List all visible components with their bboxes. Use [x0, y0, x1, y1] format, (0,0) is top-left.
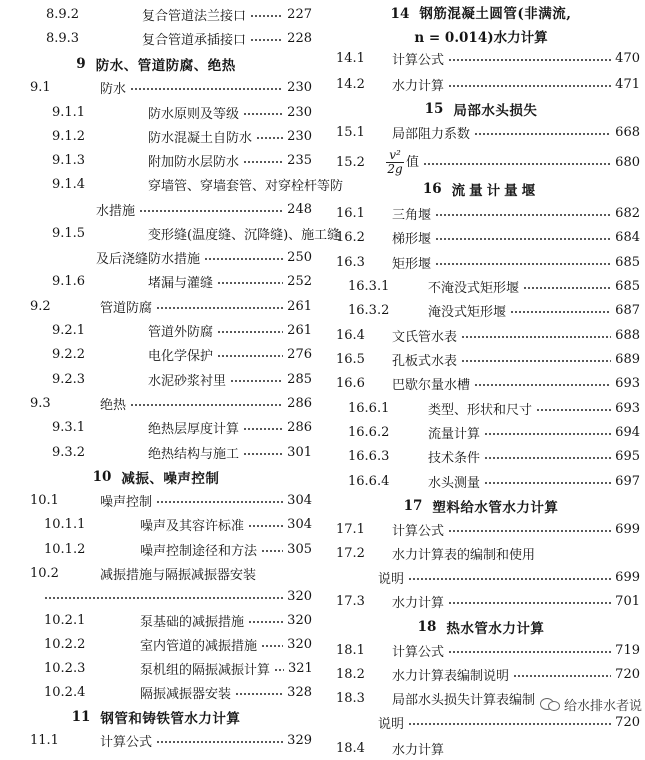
toc-page-number: 701	[615, 593, 640, 609]
toc-page-number: 719	[615, 642, 640, 658]
toc-entry[interactable]	[322, 541, 640, 565]
toc-page-number: 261	[287, 322, 312, 338]
chapter-number: 16	[422, 181, 442, 197]
toc-entry-number: 10.2.2	[44, 636, 86, 652]
leader-dots	[484, 433, 611, 435]
toc-entry-title: 防水	[100, 81, 127, 97]
toc-entry-number: 15.2	[336, 154, 365, 170]
toc-entry-title: 水力计算表的编制和使用	[392, 547, 536, 563]
chapter-heading[interactable]	[0, 464, 312, 490]
toc-page-number: 304	[287, 516, 312, 532]
chapter-number: 9	[76, 56, 86, 72]
leader-dots	[536, 409, 611, 411]
toc-entry-title: 室内管道的减振措施	[140, 638, 258, 654]
toc-entry-title: 技术条件	[428, 450, 481, 466]
toc-page-number: 230	[287, 79, 312, 95]
leader-dots	[408, 723, 611, 725]
toc-entry-number: 15.1	[336, 124, 365, 140]
toc-entry-title: 计算公式	[100, 734, 153, 750]
toc-page-number: 699	[615, 569, 640, 585]
toc-entry-number: 16.6.3	[348, 448, 390, 464]
toc-page-number: 320	[287, 588, 312, 604]
toc-entry[interactable]	[0, 26, 312, 50]
chapter-heading[interactable]	[322, 614, 640, 640]
toc-entry[interactable]	[0, 342, 312, 366]
toc-page-number: 235	[287, 152, 312, 168]
toc-entry[interactable]	[0, 656, 312, 680]
toc-entry[interactable]	[322, 371, 640, 395]
leader-dots	[44, 597, 283, 599]
leader-dots	[248, 621, 283, 623]
toc-page-number: 682	[615, 205, 640, 221]
leader-dots	[435, 238, 611, 240]
toc-entry-title: 水力计算	[392, 742, 445, 758]
leader-dots	[423, 163, 611, 165]
watermark-text: 给水排水者说	[564, 698, 643, 714]
toc-entry-title: 水力计算表编制说明	[392, 668, 510, 684]
chapter-title: 钢管和铸铁管水力计算	[100, 711, 241, 727]
toc-entry-number: 9.3.1	[52, 419, 86, 435]
chapter-title: 防水、管道防腐、绝热	[95, 58, 236, 74]
toc-entry[interactable]	[0, 124, 312, 148]
toc-entry[interactable]	[322, 201, 640, 225]
toc-entry-number: 9.1.3	[52, 152, 86, 168]
toc-page-number: 320	[287, 636, 312, 652]
leader-dots	[461, 336, 611, 338]
toc-entry-title: 及后浇缝防水措施	[96, 251, 201, 267]
toc-entry[interactable]	[0, 608, 312, 632]
toc-entry-title: 孔板式水表	[392, 353, 458, 369]
toc-entry[interactable]	[0, 294, 312, 318]
toc-entry-title: 复合管道承插接口	[142, 32, 247, 48]
leader-dots	[523, 287, 611, 289]
toc-entry-number: 11.1	[30, 732, 59, 748]
leader-dots	[250, 15, 283, 17]
toc-entry-title: 淹没式矩形堰	[428, 304, 507, 320]
toc-entry-title: 隔振减振器安装	[140, 686, 232, 702]
toc-entry[interactable]	[322, 517, 640, 541]
toc-page-number: 688	[615, 327, 640, 343]
toc-entry-title: 计算公式	[392, 523, 445, 539]
toc-entry[interactable]	[0, 512, 312, 536]
leader-dots	[513, 675, 611, 677]
toc-entry-number: 18.2	[336, 666, 365, 682]
toc-entry-number: 9.1.1	[52, 104, 86, 120]
leader-dots	[448, 59, 611, 61]
toc-entry[interactable]	[0, 172, 344, 196]
leader-dots	[510, 311, 611, 313]
toc-entry-title: 绝热	[100, 397, 127, 413]
toc-entry-number: 16.4	[336, 327, 365, 343]
toc-entry[interactable]	[322, 420, 640, 444]
toc-entry-number: 9.1.6	[52, 273, 86, 289]
toc-page-number: 250	[287, 249, 312, 265]
toc-entry-title: 流量计算	[428, 426, 481, 442]
leader-dots	[243, 428, 283, 430]
toc-entry-title: 水力计算	[392, 78, 445, 94]
toc-entry-number: 10.2.3	[44, 660, 86, 676]
toc-entry-title: 变形缝(温度缝、沉降缝)、施工缝	[148, 227, 341, 243]
toc-entry[interactable]	[322, 347, 640, 371]
toc-entry[interactable]	[0, 561, 312, 585]
toc-page-number: 471	[615, 76, 640, 92]
toc-page-number: 230	[287, 104, 312, 120]
toc-entry-title: 说明	[378, 571, 405, 587]
leader-dots	[274, 669, 284, 671]
leader-dots	[130, 404, 283, 406]
toc-entry-number: 9.3	[30, 395, 51, 411]
leader-dots	[130, 88, 283, 90]
leader-dots	[448, 651, 611, 653]
toc-entry[interactable]	[0, 680, 312, 704]
toc-page-number: 687	[615, 302, 640, 318]
toc-entry[interactable]	[0, 148, 312, 172]
toc-page-number: 697	[615, 473, 640, 489]
toc-entry-number: 16.3.2	[348, 302, 390, 318]
toc-page-number: 680	[615, 154, 640, 170]
toc-page-number: 252	[287, 273, 312, 289]
toc-entry-number: 16.5	[336, 351, 365, 367]
leader-dots	[243, 113, 283, 115]
toc-entry[interactable]	[0, 391, 312, 415]
toc-entry-title: 计算公式	[392, 52, 445, 68]
toc-page-number: 720	[615, 666, 640, 682]
toc-page-number: 684	[615, 229, 640, 245]
chapter-heading[interactable]	[0, 51, 312, 77]
chapter-title: 热水管水力计算	[446, 621, 545, 637]
toc-entry-number: 16.6.1	[348, 400, 390, 416]
toc-entry-number: 8.9.3	[46, 30, 80, 46]
toc-page-number: 329	[287, 732, 312, 748]
toc-entry-title: 噪声控制途径和方法	[140, 543, 258, 559]
toc-page-number: 305	[287, 541, 312, 557]
toc-entry-number: 10.1.2	[44, 541, 86, 557]
toc-entry-number: 16.6.4	[348, 473, 390, 489]
leader-dots	[256, 137, 283, 139]
toc-entry[interactable]	[322, 46, 640, 70]
toc-entry[interactable]	[0, 537, 312, 561]
toc-entry-title: 三角堰	[392, 207, 432, 223]
toc-entry[interactable]	[0, 440, 312, 464]
toc-entry-number: 10.2.1	[44, 612, 86, 628]
toc-entry-title: 防水混凝土自防水	[148, 130, 253, 146]
toc-page-number: 320	[287, 612, 312, 628]
toc-entry-title: 文氏管水表	[392, 329, 458, 345]
chapter-number: 18	[417, 619, 437, 635]
toc-entry-number: 14.2	[336, 76, 365, 92]
toc-entry-title: 绝热层厚度计算	[148, 421, 240, 437]
toc-entry[interactable]	[0, 197, 312, 221]
toc-entry[interactable]	[0, 318, 312, 342]
toc-entry-number: 17.1	[336, 521, 365, 537]
toc-entry-number: 9.2.1	[52, 322, 86, 338]
leader-dots	[448, 602, 611, 604]
toc-entry-number: 18.1	[336, 642, 365, 658]
toc-entry[interactable]	[322, 250, 640, 274]
toc-entry-title: 穿墙管、穿墙套管、对穿栓杆等防	[148, 178, 344, 194]
leader-dots	[217, 331, 283, 333]
toc-entry-number: 16.2	[336, 229, 365, 245]
toc-page-number: 286	[287, 419, 312, 435]
formula-fraction	[386, 149, 404, 176]
toc-entry-number: 9.1.2	[52, 128, 86, 144]
toc-entry-title: 说明	[378, 716, 405, 732]
chapter-heading[interactable]	[322, 96, 640, 122]
toc-entry[interactable]	[0, 2, 312, 26]
toc-entry-title: 电化学保护	[148, 348, 214, 364]
chapter-heading[interactable]	[322, 2, 640, 46]
toc-entry-number: 17.2	[336, 545, 365, 561]
toc-page-number: 248	[287, 201, 312, 217]
chapter-number: 15	[424, 101, 444, 117]
toc-page-number: 301	[287, 444, 312, 460]
leader-dots	[248, 525, 283, 527]
toc-entry-title	[386, 149, 419, 176]
toc-entry-number: 8.9.2	[46, 6, 80, 22]
chapter-title: 流量计量堰	[451, 183, 540, 199]
chapter-number: 11	[71, 709, 91, 725]
leader-dots	[156, 741, 283, 743]
toc-page-number: 685	[615, 278, 640, 294]
toc-page-number: 227	[287, 6, 312, 22]
leader-dots	[139, 210, 283, 212]
toc-entry-title: 复合管道法兰接口	[142, 8, 247, 24]
fraction-numerator: v²	[389, 147, 401, 162]
chapter-number: 17	[403, 498, 423, 514]
leader-dots	[484, 482, 611, 484]
leader-dots	[235, 693, 283, 695]
toc-page-number: 285	[287, 371, 312, 387]
chapter-number: 14	[390, 6, 410, 22]
watermark	[540, 693, 642, 715]
chapter-title: 钢筋混凝土圆管(非满流,	[419, 6, 572, 22]
toc-entry-number: 9.1.5	[52, 225, 86, 241]
toc-entry[interactable]	[322, 444, 640, 468]
toc-entry-number: 9.2.2	[52, 346, 86, 362]
chapter-title: 塑料给水管水力计算	[432, 500, 559, 516]
leader-dots	[461, 360, 611, 362]
toc-entry[interactable]	[0, 245, 312, 269]
toc-entry-title: 水泥砂浆衬里	[148, 373, 227, 389]
toc-entry-number: 18.4	[336, 740, 365, 756]
toc-entry[interactable]	[322, 662, 640, 686]
toc-entry[interactable]	[0, 100, 312, 124]
toc-entry[interactable]	[322, 225, 640, 249]
toc-entry-number: 9.2.3	[52, 371, 86, 387]
chapter-heading[interactable]	[322, 493, 640, 519]
toc-entry[interactable]	[322, 120, 640, 144]
chapter-number: 10	[92, 469, 112, 485]
toc-page-number: 286	[287, 395, 312, 411]
toc-entry-title: 类型、形状和尺寸	[428, 402, 533, 418]
toc-entry-title: 梯形堰	[392, 231, 432, 247]
toc-entry-title: 值	[406, 154, 420, 170]
toc-entry[interactable]	[0, 728, 312, 752]
leader-dots	[435, 263, 611, 265]
toc-entry[interactable]	[0, 584, 312, 608]
toc-entry-number: 18.3	[336, 690, 365, 706]
toc-entry[interactable]	[322, 565, 640, 589]
toc-entry-title: 局部水头损失计算表编制	[392, 692, 536, 708]
toc-entry-title: 附加防水层防水	[148, 154, 240, 170]
toc-entry-number: 16.3	[336, 254, 365, 270]
toc-entry[interactable]	[0, 75, 312, 99]
toc-entry-number: 10.1	[30, 492, 59, 508]
toc-entry-title: 巴歇尔量水槽	[392, 377, 471, 393]
leader-dots	[261, 645, 283, 647]
toc-entry[interactable]	[322, 298, 640, 322]
toc-entry-title: 管道防腐	[100, 300, 153, 316]
toc-entry-number: 10.2.4	[44, 684, 86, 700]
leader-dots	[408, 578, 611, 580]
toc-entry-title: 局部阻力系数	[392, 126, 471, 142]
chapter-title-continued: n = 0.014)水力计算	[414, 30, 548, 46]
toc-entry[interactable]	[322, 147, 640, 177]
leader-dots	[448, 530, 611, 532]
toc-entry[interactable]	[322, 72, 640, 96]
chapter-heading[interactable]	[322, 176, 640, 202]
toc-entry[interactable]	[322, 736, 640, 760]
toc-entry[interactable]	[0, 488, 312, 512]
toc-page-number: 720	[615, 714, 640, 730]
toc-page-number: 693	[615, 375, 640, 391]
toc-entry-title: 水头测量	[428, 475, 481, 491]
chapter-heading[interactable]	[0, 704, 312, 730]
toc-entry-number: 9.2	[30, 298, 51, 314]
toc-entry[interactable]	[0, 367, 312, 391]
toc-page-number: 228	[287, 30, 312, 46]
toc-page-number: 304	[287, 492, 312, 508]
toc-entry-title: 噪声控制	[100, 494, 153, 510]
leader-dots	[250, 39, 283, 41]
wechat-icon	[540, 697, 560, 711]
toc-page-number: 261	[287, 298, 312, 314]
toc-entry-title: 不淹没式矩形堰	[428, 280, 520, 296]
toc-page-number: 689	[615, 351, 640, 367]
toc-page-number: 693	[615, 400, 640, 416]
toc-page-number: 695	[615, 448, 640, 464]
toc-entry-title: 防水原则及等级	[148, 106, 240, 122]
toc-entry-title: 水措施	[96, 203, 136, 219]
leader-dots	[230, 380, 283, 382]
leader-dots	[261, 550, 283, 552]
toc-entry[interactable]	[322, 274, 640, 298]
leader-dots	[217, 355, 283, 357]
toc-entry-number: 16.3.1	[348, 278, 390, 294]
toc-entry[interactable]	[0, 269, 312, 293]
leader-dots	[484, 457, 611, 459]
toc-entry-title: 矩形堰	[392, 256, 432, 272]
toc-entry-number: 16.6.2	[348, 424, 390, 440]
toc-entry-title: 绝热结构与施工	[148, 446, 240, 462]
toc-entry-number: 16.1	[336, 205, 365, 221]
leader-dots	[435, 214, 611, 216]
toc-entry[interactable]	[322, 589, 640, 613]
toc-entry-title: 泵基础的减振措施	[140, 614, 245, 630]
chapter-title: 局部水头损失	[453, 103, 538, 119]
toc-page-number: 470	[615, 50, 640, 66]
toc-entry-number: 9.1.4	[52, 176, 86, 192]
toc-entry-number: 10.2	[30, 565, 59, 581]
toc-entry-title: 水力计算	[392, 595, 445, 611]
toc-page-number: 328	[287, 684, 312, 700]
toc-entry-number: 16.6	[336, 375, 365, 391]
toc-entry-title: 管道外防腐	[148, 324, 214, 340]
toc-entry-number: 9.3.2	[52, 444, 86, 460]
toc-entry[interactable]	[322, 638, 640, 662]
leader-dots	[243, 453, 283, 455]
toc-entry[interactable]	[0, 221, 341, 245]
leader-dots	[204, 258, 283, 260]
toc-entry[interactable]	[322, 469, 640, 493]
leader-dots	[156, 501, 283, 503]
toc-entry-number: 17.3	[336, 593, 365, 609]
toc-page-number: 668	[615, 124, 640, 140]
toc-entry-title: 噪声及其容许标准	[140, 518, 245, 534]
toc-entry[interactable]	[0, 632, 312, 656]
toc-entry[interactable]	[322, 396, 640, 420]
toc-page-number: 694	[615, 424, 640, 440]
toc-entry-number: 14.1	[336, 50, 365, 66]
toc-page-number: 699	[615, 521, 640, 537]
toc-page-number: 321	[288, 660, 313, 676]
fraction-denominator: 2g	[387, 161, 403, 176]
toc-page-number: 276	[287, 346, 312, 362]
toc-entry-title: 泵机组的隔振减振计算	[140, 662, 271, 678]
leader-dots	[448, 85, 611, 87]
leader-dots	[243, 161, 283, 163]
toc-entry[interactable]	[322, 323, 640, 347]
leader-dots	[474, 133, 611, 135]
leader-dots	[217, 282, 283, 284]
toc-entry-title: 计算公式	[392, 644, 445, 660]
chapter-title: 减振、噪声控制	[121, 471, 220, 487]
leader-dots	[156, 307, 283, 309]
leader-dots	[474, 384, 611, 386]
toc-entry-number: 9.1	[30, 79, 51, 95]
toc-page-number: 685	[615, 254, 640, 270]
toc-entry-title: 堵漏与灌缝	[148, 275, 214, 291]
toc-entry-title: 减振措施与隔振减振器安装	[100, 567, 257, 583]
toc-page-number: 230	[287, 128, 312, 144]
toc-entry-number: 10.1.1	[44, 516, 86, 532]
toc-entry[interactable]	[0, 415, 312, 439]
